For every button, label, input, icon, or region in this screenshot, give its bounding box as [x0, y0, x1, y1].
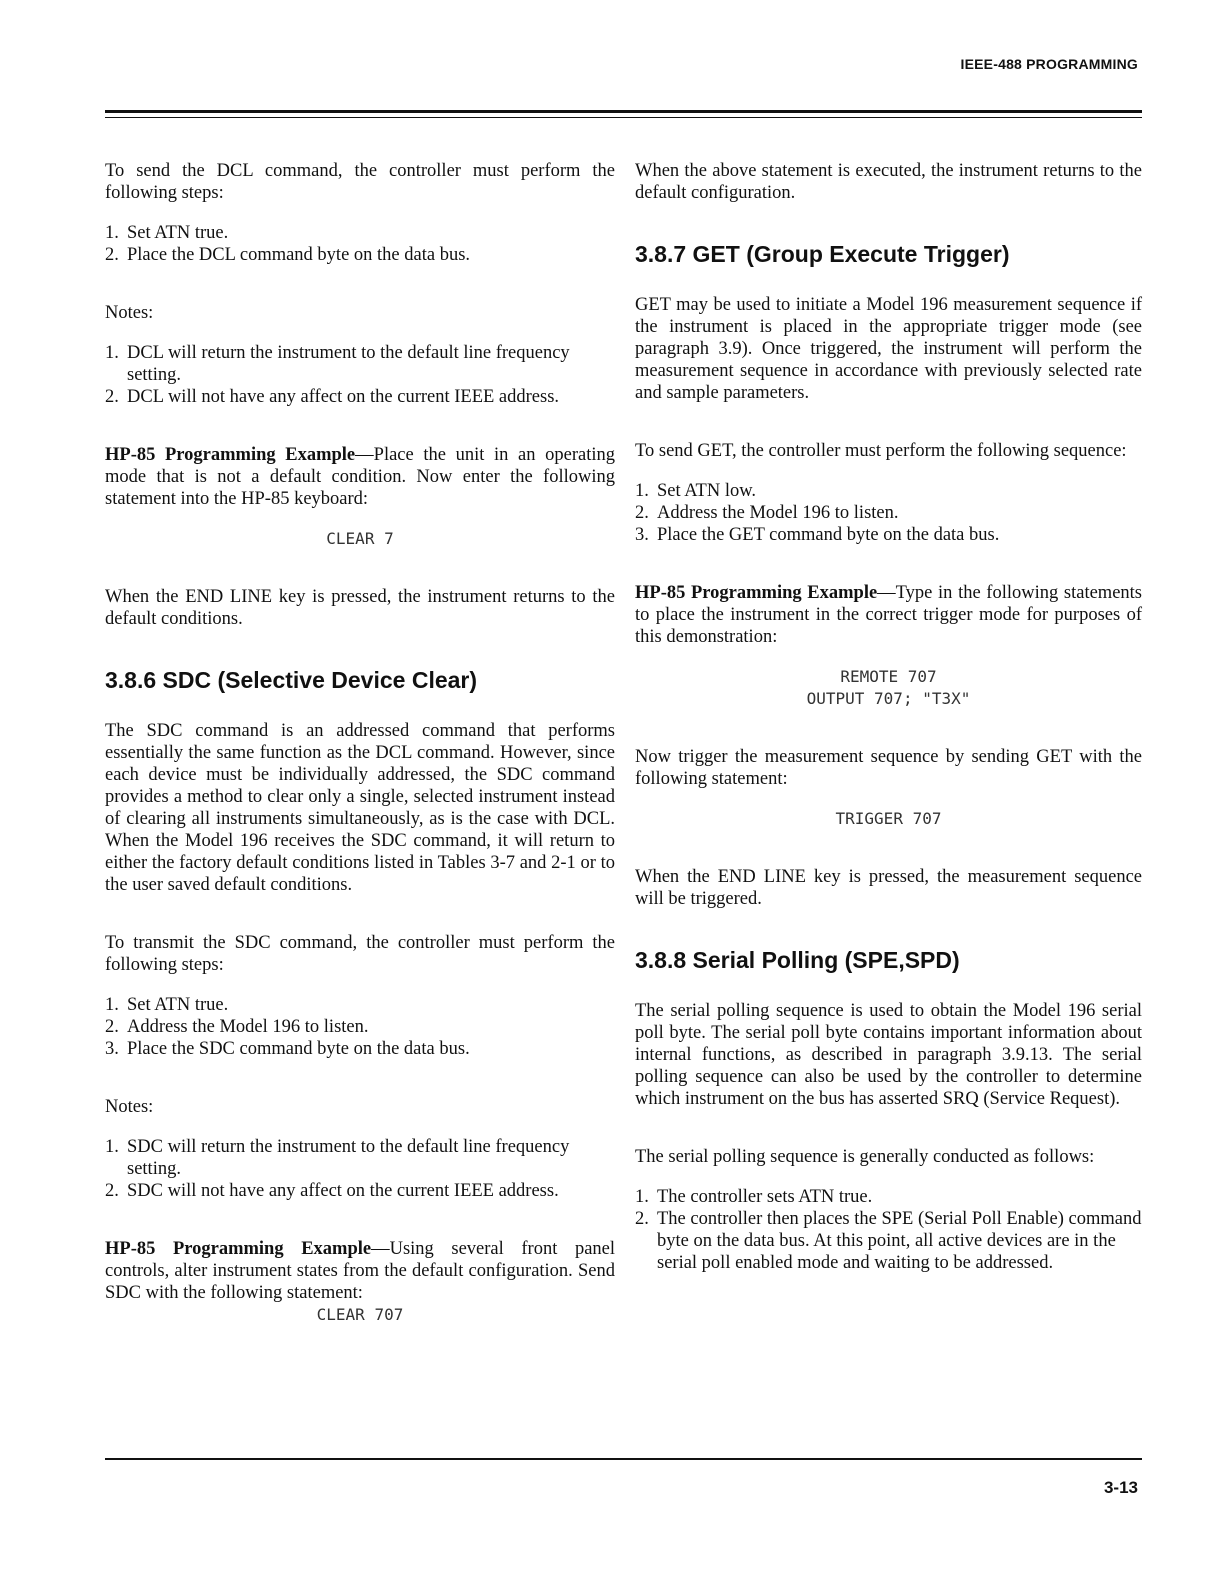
- trigger-intro-paragraph: Now trigger the measurement sequence by sending GET with the following statement:: [635, 747, 1142, 789]
- get-intro-paragraph: To send GET, the controller must perform the following sequence:: [635, 441, 1127, 461]
- hp85-example-3: HP-85 Programming Example—Type in the following statements to place the instrument in the correct trigger mode for purposes of this demonstration:: [635, 583, 1142, 647]
- sdc-notes-list: [105, 1136, 615, 1202]
- dcl-result-paragraph: When the END LINE key is pressed, the instrument returns to the default conditions.: [105, 587, 615, 629]
- notes-label: Notes:: [105, 303, 154, 323]
- list-item: 1. SDC will return the instrument to the default line frequency setting.: [105, 1137, 570, 1179]
- list-item: 2. The controller then places the SPE (Serial Poll Enable) command byte on the data bus. At this point, all active devices are in the serial poll enabled mode and waiting to be addressed.: [635, 1209, 1142, 1273]
- get-paragraph: GET may be used to initiate a Model 196 measurement sequence if the instrument is placed in the appropriate trigger mode (see paragraph 3.9). Once triggered, the instrument will perform the measurement sequence in accordance with previously selected rate and sample parameters.: [635, 295, 1142, 403]
- list-item: 3. Place the GET command byte on the data bus.: [635, 525, 1000, 545]
- hp85-example-2: HP-85 Programming Example—Using several front panel controls, alter instrument states from the default configuration. Send SDC with the following statement:: [105, 1239, 616, 1303]
- dcl-intro-paragraph: To send the DCL command, the controller must perform the following steps:: [105, 161, 615, 203]
- list-item: 1. The controller sets ATN true.: [635, 1187, 873, 1207]
- poll-intro-paragraph: The serial polling sequence is generally conducted as follows:: [635, 1147, 1095, 1167]
- list-item: 3. Place the SDC command byte on the data bus.: [105, 1039, 470, 1059]
- list-item: 2. Place the DCL command byte on the data bus.: [105, 245, 471, 265]
- get-result-paragraph: When the END LINE key is pressed, the measurement sequence will be triggered.: [635, 867, 1142, 909]
- sdc-intro-paragraph: To transmit the SDC command, the controller must perform the following steps:: [105, 933, 615, 975]
- right-column: [635, 160, 1142, 1274]
- list-item: 2. DCL will not have any affect on the current IEEE address.: [105, 387, 560, 407]
- list-item: 1. DCL will return the instrument to the default line frequency setting.: [105, 343, 570, 385]
- list-item: 1. Set ATN true.: [105, 995, 229, 1015]
- running-header: IEEE-488 PROGRAMMING: [960, 56, 1138, 72]
- list-item: 2. Address the Model 196 to listen.: [105, 1017, 369, 1037]
- header-rule-thick: [105, 110, 1142, 113]
- hp85-example-1: HP-85 Programming Example—Place the unit in an operating mode that is not a default condition. Now enter the following statement into the HP-85 keyboard:: [105, 445, 615, 509]
- code-remote-707: REMOTE 707: [840, 667, 937, 686]
- code-output-707: OUTPUT 707; "T3X": [806, 689, 971, 708]
- footer-rule: [105, 1458, 1142, 1460]
- poll-paragraph: The serial polling sequence is used to obtain the Model 196 serial poll byte. The serial poll byte contains important information about internal functions, as described in paragraph 3.9.13. The serial polling sequence can also be used by the controller to determine which instrument on the bus has asserted SRQ (Service Request).: [635, 1001, 1142, 1109]
- sdc-steps-list: [105, 994, 615, 1060]
- list-item: 1. Set ATN true.: [105, 223, 229, 243]
- poll-steps-list: [635, 1186, 1142, 1274]
- section-heading-get: 3.8.7 GET (Group Execute Trigger): [635, 241, 1010, 267]
- left-column: [105, 160, 615, 1326]
- page-number: 3-13: [1103, 1478, 1138, 1497]
- section-heading-sdc: 3.8.6 SDC (Selective Device Clear): [105, 667, 478, 693]
- section-heading-serial-polling: 3.8.8 Serial Polling (SPE,SPD): [635, 947, 960, 973]
- list-item: 2. SDC will not have any affect on the current IEEE address.: [105, 1181, 559, 1201]
- code-trigger-707: TRIGGER 707: [835, 809, 942, 828]
- sdc-paragraph: The SDC command is an addressed command that performs essentially the same function as the DCL command. However, since each device must be individually addressed, the SDC command provides a method to clear only a single, selected instrument instead of clearing all instruments simultaneously, as is the case with DCL. When the Model 196 receives the SDC command, it will return to either the factory default conditions listed in Tables 3-7 and 2-1 or to the user saved default conditions.: [105, 721, 615, 895]
- code-clear-7: CLEAR 7: [326, 529, 394, 548]
- notes-label: Notes:: [105, 1097, 154, 1117]
- list-item: 1. Set ATN low.: [635, 481, 757, 501]
- code-clear-707: CLEAR 707: [316, 1305, 404, 1324]
- get-steps-list: [635, 480, 1142, 546]
- dcl-notes-list: [105, 342, 615, 408]
- header-rule-thin: [105, 117, 1142, 118]
- list-item: 2. Address the Model 196 to listen.: [635, 503, 899, 523]
- sdc-result-paragraph: When the above statement is executed, the instrument returns to the default configuration.: [635, 161, 1142, 203]
- dcl-steps-list: [105, 222, 615, 266]
